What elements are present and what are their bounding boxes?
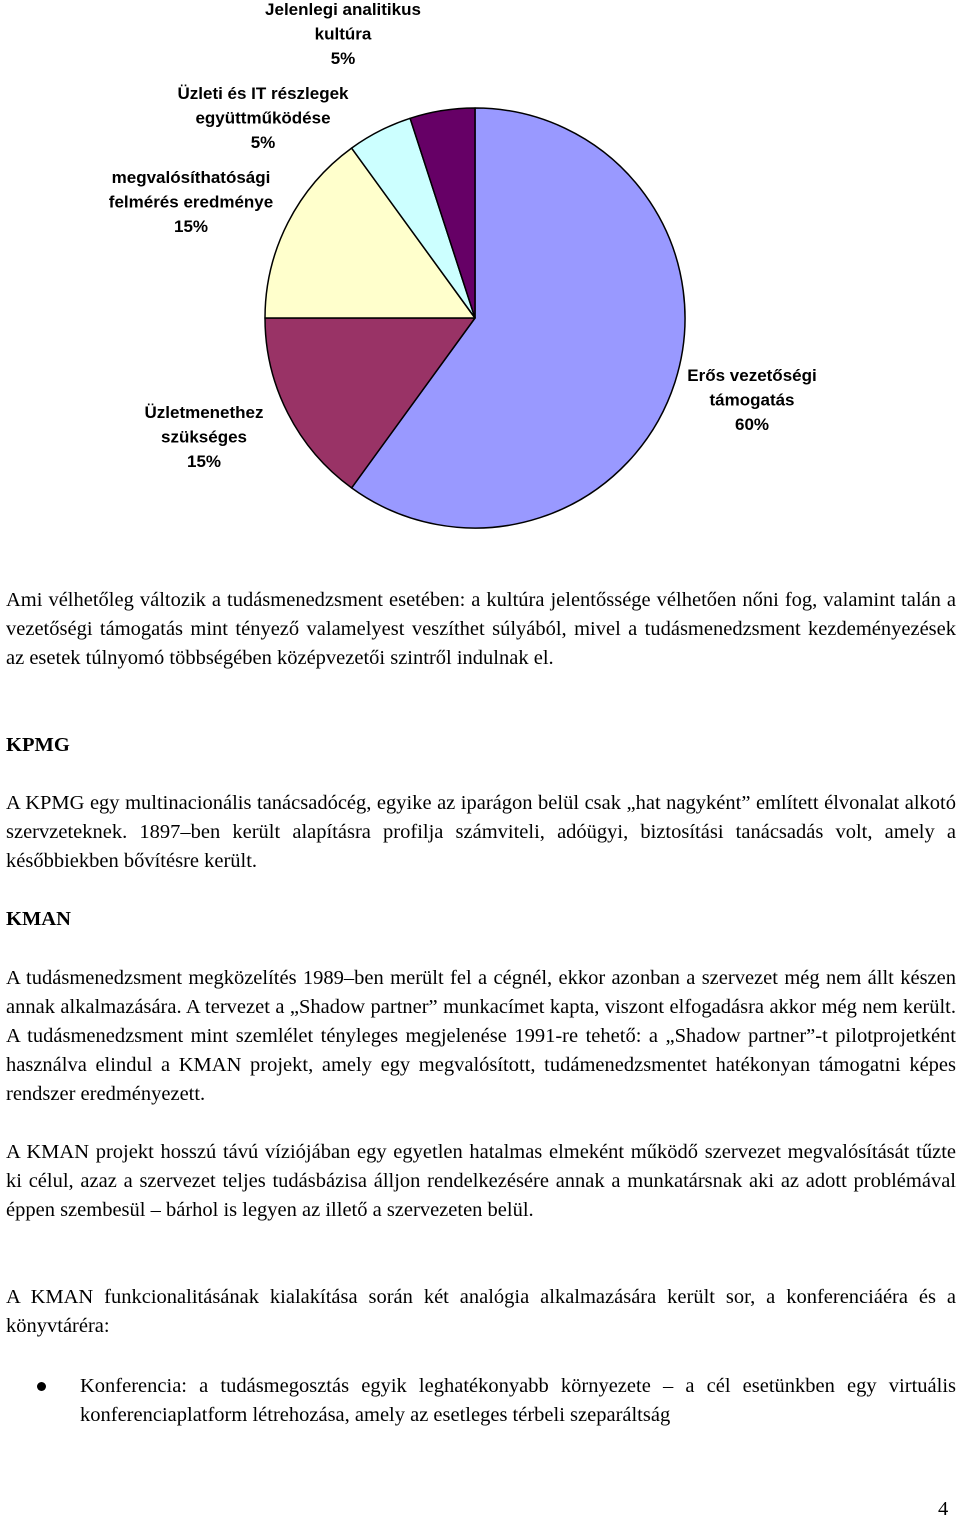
- slice-label-line: felmérés eredménye: [108, 192, 274, 212]
- paragraph-kpmg: A KPMG egy multinacionális tanácsadócég, egyike az iparágon belül csak „hat nagyként” említett élvonalat alkotó szervzeteknek. 1897–ben került alapításra profilja számviteli, adóügyi, biztosítási tanácsadás volt, amely a későbbiekben bővítésre került.: [6, 792, 956, 872]
- page-number: 4: [938, 1498, 949, 1520]
- slice-label-line: Üzleti és IT részlegek: [177, 84, 349, 103]
- slice-label-line: együttműködése: [195, 108, 331, 128]
- slice-label-line: kultúra: [314, 24, 372, 44]
- slice-label: [265, 0, 421, 68]
- slice-label-line: szükséges: [161, 427, 247, 447]
- slice-label-line: támogatás: [709, 390, 795, 410]
- slice-label-line: Erős vezetőségi: [687, 366, 817, 385]
- slice-percent: 15%: [173, 217, 209, 236]
- slice-label-line: Üzletmenethez: [144, 403, 264, 422]
- paragraph-kman-1: A tudásmenedzsment megközelítés 1989–ben merült fel a cégnél, ekkor azonban a szervezet még nem állt készen annak alkalmazására. A tervezet a „Shadow partner” munkacímet kapta, viszont elfogadásra akkor még nem került. A tudásmenedzsment mint szemlélet tényleges megjelenése 1991-re tehető: a „Shadow partner”-t pilotprojetként használva elindul a KMAN projekt, amely egy megvalósított, tudámenedzsmentet hatékonyan támogatni képes rendszer eredményezett.: [6, 967, 956, 1105]
- heading-kpmg: KPMG: [6, 734, 70, 756]
- paragraph-intro: [6, 586, 956, 673]
- bullet-list: [6, 1372, 956, 1430]
- paragraph-kman-3: A KMAN funkcionalitásának kialakítása során két analógia alkalmazására került sor, a konferenciáéra és a könyvtáréra:: [6, 1286, 956, 1337]
- slice-label: [687, 366, 816, 434]
- slice-percent: 5%: [330, 49, 356, 68]
- slice-label: [177, 84, 349, 152]
- slice-label-line: Jelenlegi analitikus: [265, 0, 421, 19]
- slice-percent: 15%: [186, 452, 222, 471]
- list-item: [6, 1372, 956, 1430]
- bullet-icon: [37, 1382, 46, 1391]
- list-item-text: Konferencia: a tudásmegosztás egyik leghatékonyabb környezete – a cél esetünkben egy virtuális konferenciaplatform létrehozása, amely az esetleges térbeli szeparáltság: [80, 1375, 956, 1426]
- slice-label: [144, 403, 263, 471]
- pie-chart: [0, 0, 960, 540]
- slice-label-line: megvalósíthatósági: [111, 168, 271, 187]
- paragraph-intro-text: Ami vélhetőleg változik a tudásmenedzsment esetében: a kultúra jelentőssége vélhetően nőni fog, valamint talán a vezetőségi támogatás mint tényező valamelyest veszíthet súlyából, mivel a tudásmenedzsment kezdeményezések az esetek túlnyomó többségében középvezetői szintről indulnak el.: [6, 589, 956, 669]
- slice-percent: 60%: [734, 415, 770, 434]
- heading-kman: KMAN: [6, 908, 71, 930]
- slice-percent: 5%: [250, 133, 276, 152]
- slice-label: [109, 168, 273, 236]
- paragraph-kman-2: A KMAN projekt hosszú távú víziójában egy egyetlen hatalmas elmeként működő szervezet megvalósítását tűzte ki célul, azaz a szervezet teljes tudásbázisa álljon rendelkezésére annak a munkatársnak aki az adott problémával éppen szembesül – bárhol is legyen az illető a szervezeten belül.: [6, 1141, 956, 1221]
